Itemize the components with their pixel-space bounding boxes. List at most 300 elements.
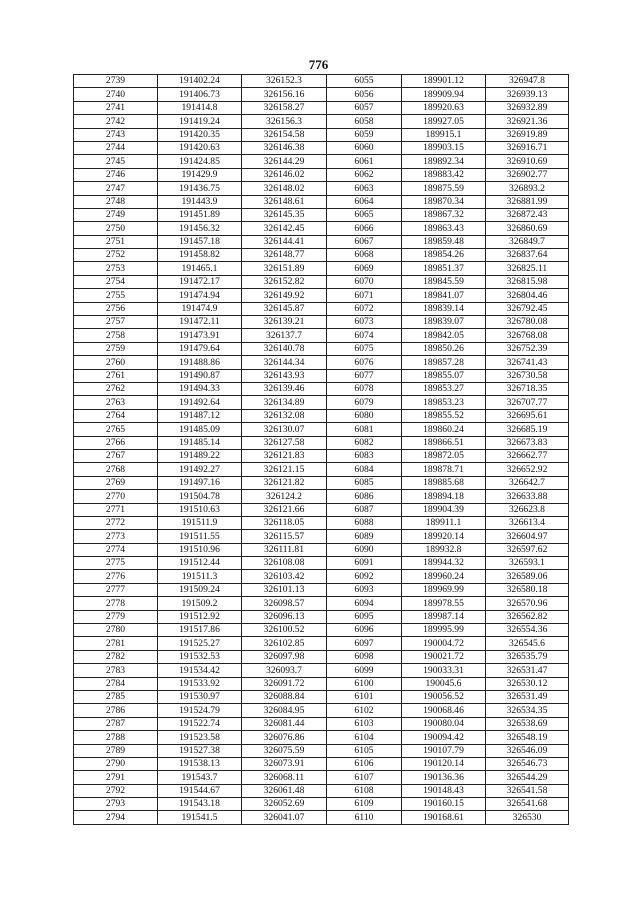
y-coord-left-cell: 326156.3 (242, 115, 327, 128)
x-coord-left-cell: 191511.55 (158, 530, 242, 543)
x-coord-left-cell: 191533.92 (158, 677, 242, 690)
y-coord-right-cell: 326593.1 (486, 557, 569, 570)
y-coord-left-cell: 326118.05 (242, 516, 327, 529)
x-coord-right-cell: 189978.55 (402, 597, 486, 610)
x-coord-right-cell: 189875.59 (402, 182, 486, 195)
point-id-left-cell: 2770 (74, 490, 158, 503)
table-row (74, 516, 569, 529)
point-id-left-cell: 2777 (74, 583, 158, 596)
y-coord-right-cell: 326768.08 (486, 329, 569, 342)
point-id-left-cell: 2762 (74, 382, 158, 395)
point-id-left-cell: 2761 (74, 369, 158, 382)
x-coord-right-cell: 189867.32 (402, 208, 486, 221)
y-coord-right-cell: 326538.69 (486, 717, 569, 730)
point-id-left-cell: 2739 (74, 75, 158, 88)
y-coord-left-cell: 326102.85 (242, 637, 327, 650)
x-coord-left-cell: 191465.1 (158, 262, 242, 275)
point-id-right-cell: 6064 (327, 195, 402, 208)
y-coord-right-cell: 326545.6 (486, 637, 569, 650)
y-coord-right-cell: 326530 (486, 811, 569, 824)
y-coord-right-cell: 326780.08 (486, 316, 569, 329)
y-coord-left-cell: 326144.29 (242, 155, 327, 168)
point-id-right-cell: 6089 (327, 530, 402, 543)
point-id-left-cell: 2757 (74, 316, 158, 329)
y-coord-left-cell: 326143.93 (242, 369, 327, 382)
point-id-right-cell: 6076 (327, 356, 402, 369)
x-coord-right-cell: 189842.05 (402, 329, 486, 342)
x-coord-right-cell: 189850.26 (402, 342, 486, 355)
y-coord-left-cell: 326145.87 (242, 302, 327, 315)
x-coord-right-cell: 189960.24 (402, 570, 486, 583)
x-coord-right-cell: 190120.14 (402, 757, 486, 770)
point-id-right-cell: 6108 (327, 784, 402, 797)
coordinate-table-body (74, 75, 569, 825)
x-coord-left-cell: 191532.53 (158, 650, 242, 663)
x-coord-left-cell: 191494.33 (158, 382, 242, 395)
x-coord-right-cell: 189894.18 (402, 490, 486, 503)
y-coord-left-cell: 326093.7 (242, 664, 327, 677)
x-coord-right-cell: 189870.34 (402, 195, 486, 208)
x-coord-left-cell: 191479.64 (158, 342, 242, 355)
y-coord-left-cell: 326108.08 (242, 557, 327, 570)
point-id-left-cell: 2783 (74, 664, 158, 677)
point-id-right-cell: 6084 (327, 463, 402, 476)
point-id-left-cell: 2775 (74, 557, 158, 570)
y-coord-left-cell: 326140.78 (242, 342, 327, 355)
point-id-left-cell: 2759 (74, 342, 158, 355)
x-coord-left-cell: 191509.2 (158, 597, 242, 610)
y-coord-right-cell: 326947.8 (486, 75, 569, 88)
x-coord-left-cell: 191534.42 (158, 664, 242, 677)
y-coord-right-cell: 326921.36 (486, 115, 569, 128)
y-coord-right-cell: 326685.19 (486, 423, 569, 436)
x-coord-right-cell: 189855.52 (402, 409, 486, 422)
y-coord-left-cell: 326097.98 (242, 650, 327, 663)
x-coord-left-cell: 191451.89 (158, 208, 242, 221)
y-coord-left-cell: 326130.07 (242, 423, 327, 436)
x-coord-right-cell: 190080.04 (402, 717, 486, 730)
x-coord-right-cell: 190107.79 (402, 744, 486, 757)
x-coord-right-cell: 189995.99 (402, 624, 486, 637)
table-row (74, 275, 569, 288)
table-row (74, 115, 569, 128)
x-coord-right-cell: 189911.1 (402, 516, 486, 529)
point-id-left-cell: 2755 (74, 289, 158, 302)
point-id-right-cell: 6067 (327, 235, 402, 248)
point-id-left-cell: 2779 (74, 610, 158, 623)
x-coord-left-cell: 191512.44 (158, 557, 242, 570)
point-id-right-cell: 6077 (327, 369, 402, 382)
x-coord-left-cell: 191472.17 (158, 275, 242, 288)
table-row (74, 476, 569, 489)
y-coord-right-cell: 326932.89 (486, 101, 569, 114)
x-coord-right-cell: 189987.14 (402, 610, 486, 623)
y-coord-right-cell: 326695.61 (486, 409, 569, 422)
table-row (74, 222, 569, 235)
x-coord-right-cell: 190033.31 (402, 664, 486, 677)
point-id-left-cell: 2765 (74, 423, 158, 436)
y-coord-left-cell: 326158.27 (242, 101, 327, 114)
y-coord-right-cell: 326597.62 (486, 543, 569, 556)
point-id-right-cell: 6078 (327, 382, 402, 395)
table-row (74, 289, 569, 302)
y-coord-right-cell: 326881.99 (486, 195, 569, 208)
x-coord-right-cell: 189909.94 (402, 88, 486, 101)
y-coord-left-cell: 326068.11 (242, 771, 327, 784)
y-coord-right-cell: 326613.4 (486, 516, 569, 529)
y-coord-right-cell: 326530.12 (486, 677, 569, 690)
table-row (74, 75, 569, 88)
point-id-left-cell: 2772 (74, 516, 158, 529)
y-coord-right-cell: 326718.35 (486, 382, 569, 395)
table-row (74, 811, 569, 824)
y-coord-right-cell: 326707.77 (486, 396, 569, 409)
table-row (74, 409, 569, 422)
point-id-right-cell: 6070 (327, 275, 402, 288)
y-coord-left-cell: 326098.57 (242, 597, 327, 610)
x-coord-left-cell: 191543.18 (158, 798, 242, 811)
y-coord-right-cell: 326939.13 (486, 88, 569, 101)
table-row (74, 490, 569, 503)
y-coord-right-cell: 326902.77 (486, 168, 569, 181)
point-id-left-cell: 2747 (74, 182, 158, 195)
x-coord-left-cell: 191510.63 (158, 503, 242, 516)
point-id-left-cell: 2743 (74, 128, 158, 141)
x-coord-left-cell: 191544.67 (158, 784, 242, 797)
y-coord-left-cell: 326146.38 (242, 141, 327, 154)
y-coord-left-cell: 326144.34 (242, 356, 327, 369)
y-coord-right-cell: 326662.77 (486, 449, 569, 462)
y-coord-right-cell: 326544.29 (486, 771, 569, 784)
y-coord-right-cell: 326849.7 (486, 235, 569, 248)
x-coord-left-cell: 191511.9 (158, 516, 242, 529)
x-coord-left-cell: 191489.22 (158, 449, 242, 462)
y-coord-left-cell: 326142.45 (242, 222, 327, 235)
table-row (74, 329, 569, 342)
point-id-left-cell: 2752 (74, 249, 158, 262)
y-coord-left-cell: 326100.52 (242, 624, 327, 637)
x-coord-right-cell: 190136.36 (402, 771, 486, 784)
point-id-right-cell: 6086 (327, 490, 402, 503)
point-id-left-cell: 2786 (74, 704, 158, 717)
y-coord-left-cell: 326146.02 (242, 168, 327, 181)
x-coord-right-cell: 189944.32 (402, 557, 486, 570)
y-coord-left-cell: 326148.61 (242, 195, 327, 208)
point-id-left-cell: 2766 (74, 436, 158, 449)
x-coord-left-cell: 191420.63 (158, 141, 242, 154)
table-row (74, 744, 569, 757)
y-coord-right-cell: 326580.18 (486, 583, 569, 596)
x-coord-left-cell: 191490.87 (158, 369, 242, 382)
y-coord-left-cell: 326052.69 (242, 798, 327, 811)
point-id-right-cell: 6082 (327, 436, 402, 449)
x-coord-left-cell: 191429.9 (158, 168, 242, 181)
y-coord-left-cell: 326041.07 (242, 811, 327, 824)
y-coord-right-cell: 326860.69 (486, 222, 569, 235)
table-row (74, 342, 569, 355)
y-coord-left-cell: 326139.21 (242, 316, 327, 329)
x-coord-right-cell: 189841.07 (402, 289, 486, 302)
y-coord-left-cell: 326148.02 (242, 182, 327, 195)
y-coord-right-cell: 326546.73 (486, 757, 569, 770)
y-coord-left-cell: 326061.48 (242, 784, 327, 797)
y-coord-right-cell: 326570.96 (486, 597, 569, 610)
point-id-left-cell: 2750 (74, 222, 158, 235)
point-id-left-cell: 2763 (74, 396, 158, 409)
point-id-left-cell: 2792 (74, 784, 158, 797)
y-coord-right-cell: 326589.06 (486, 570, 569, 583)
table-row (74, 597, 569, 610)
table-row (74, 583, 569, 596)
x-coord-right-cell: 189920.63 (402, 101, 486, 114)
point-id-left-cell: 2754 (74, 275, 158, 288)
x-coord-right-cell: 189901.12 (402, 75, 486, 88)
point-id-right-cell: 6091 (327, 557, 402, 570)
table-row (74, 690, 569, 703)
x-coord-right-cell: 189859.48 (402, 235, 486, 248)
point-id-right-cell: 6071 (327, 289, 402, 302)
point-id-left-cell: 2768 (74, 463, 158, 476)
table-row (74, 302, 569, 315)
table-row (74, 369, 569, 382)
y-coord-left-cell: 326096.13 (242, 610, 327, 623)
y-coord-right-cell: 326562.82 (486, 610, 569, 623)
point-id-right-cell: 6066 (327, 222, 402, 235)
table-row (74, 624, 569, 637)
point-id-right-cell: 6057 (327, 101, 402, 114)
point-id-left-cell: 2781 (74, 637, 158, 650)
point-id-right-cell: 6105 (327, 744, 402, 757)
y-coord-left-cell: 326115.57 (242, 530, 327, 543)
table-row (74, 717, 569, 730)
x-coord-right-cell: 189860.24 (402, 423, 486, 436)
y-coord-right-cell: 326893.2 (486, 182, 569, 195)
x-coord-right-cell: 189920.14 (402, 530, 486, 543)
x-coord-left-cell: 191504.78 (158, 490, 242, 503)
x-coord-left-cell: 191541.5 (158, 811, 242, 824)
y-coord-left-cell: 326152.3 (242, 75, 327, 88)
x-coord-left-cell: 191492.27 (158, 463, 242, 476)
y-coord-right-cell: 326815.98 (486, 275, 569, 288)
x-coord-right-cell: 189845.59 (402, 275, 486, 288)
point-id-left-cell: 2790 (74, 757, 158, 770)
point-id-right-cell: 6096 (327, 624, 402, 637)
x-coord-left-cell: 191512.92 (158, 610, 242, 623)
y-coord-left-cell: 326084.95 (242, 704, 327, 717)
y-coord-right-cell: 326872.43 (486, 208, 569, 221)
x-coord-right-cell: 189866.51 (402, 436, 486, 449)
y-coord-left-cell: 326091.72 (242, 677, 327, 690)
x-coord-left-cell: 191523.58 (158, 731, 242, 744)
table-row (74, 757, 569, 770)
point-id-left-cell: 2767 (74, 449, 158, 462)
y-coord-left-cell: 326081.44 (242, 717, 327, 730)
x-coord-left-cell: 191458.82 (158, 249, 242, 262)
y-coord-right-cell: 326741.43 (486, 356, 569, 369)
y-coord-left-cell: 326139.46 (242, 382, 327, 395)
y-coord-left-cell: 326127.58 (242, 436, 327, 449)
point-id-left-cell: 2776 (74, 570, 158, 583)
x-coord-left-cell: 191511.3 (158, 570, 242, 583)
y-coord-left-cell: 326137.7 (242, 329, 327, 342)
table-row (74, 771, 569, 784)
y-coord-right-cell: 326531.47 (486, 664, 569, 677)
point-id-right-cell: 6059 (327, 128, 402, 141)
table-row (74, 208, 569, 221)
x-coord-left-cell: 191473.91 (158, 329, 242, 342)
point-id-left-cell: 2784 (74, 677, 158, 690)
y-coord-right-cell: 326554.36 (486, 624, 569, 637)
x-coord-right-cell: 189857.28 (402, 356, 486, 369)
table-row (74, 543, 569, 556)
x-coord-right-cell: 190021.72 (402, 650, 486, 663)
point-id-left-cell: 2753 (74, 262, 158, 275)
point-id-right-cell: 6075 (327, 342, 402, 355)
x-coord-left-cell: 191414.8 (158, 101, 242, 114)
x-coord-right-cell: 189878.71 (402, 463, 486, 476)
point-id-right-cell: 6074 (327, 329, 402, 342)
point-id-right-cell: 6088 (327, 516, 402, 529)
coordinate-table (73, 74, 569, 825)
point-id-right-cell: 6081 (327, 423, 402, 436)
table-row (74, 731, 569, 744)
point-id-right-cell: 6085 (327, 476, 402, 489)
point-id-left-cell: 2793 (74, 798, 158, 811)
point-id-left-cell: 2756 (74, 302, 158, 315)
point-id-right-cell: 6094 (327, 597, 402, 610)
point-id-right-cell: 6060 (327, 141, 402, 154)
point-id-right-cell: 6093 (327, 583, 402, 596)
x-coord-left-cell: 191522.74 (158, 717, 242, 730)
point-id-right-cell: 6092 (327, 570, 402, 583)
point-id-left-cell: 2764 (74, 409, 158, 422)
point-id-right-cell: 6069 (327, 262, 402, 275)
y-coord-right-cell: 326548.19 (486, 731, 569, 744)
table-row (74, 262, 569, 275)
y-coord-right-cell: 326730.58 (486, 369, 569, 382)
x-coord-left-cell: 191456.32 (158, 222, 242, 235)
y-coord-left-cell: 326134.89 (242, 396, 327, 409)
point-id-left-cell: 2745 (74, 155, 158, 168)
table-row (74, 664, 569, 677)
y-coord-left-cell: 326148.77 (242, 249, 327, 262)
point-id-left-cell: 2778 (74, 597, 158, 610)
y-coord-right-cell: 326825.11 (486, 262, 569, 275)
y-coord-right-cell: 326673.83 (486, 436, 569, 449)
x-coord-right-cell: 189892.34 (402, 155, 486, 168)
table-row (74, 798, 569, 811)
y-coord-left-cell: 326132.08 (242, 409, 327, 422)
x-coord-right-cell: 189855.07 (402, 369, 486, 382)
x-coord-right-cell: 189839.07 (402, 316, 486, 329)
point-id-left-cell: 2771 (74, 503, 158, 516)
table-row (74, 503, 569, 516)
x-coord-left-cell: 191538.13 (158, 757, 242, 770)
x-coord-right-cell: 189853.23 (402, 396, 486, 409)
y-coord-left-cell: 326121.66 (242, 503, 327, 516)
point-id-right-cell: 6055 (327, 75, 402, 88)
x-coord-left-cell: 191485.09 (158, 423, 242, 436)
x-coord-right-cell: 189872.05 (402, 449, 486, 462)
x-coord-left-cell: 191525.27 (158, 637, 242, 650)
x-coord-right-cell: 189839.14 (402, 302, 486, 315)
point-id-left-cell: 2744 (74, 141, 158, 154)
point-id-left-cell: 2788 (74, 731, 158, 744)
x-coord-right-cell: 189863.43 (402, 222, 486, 235)
point-id-right-cell: 6056 (327, 88, 402, 101)
y-coord-left-cell: 326144.41 (242, 235, 327, 248)
y-coord-right-cell: 326652.92 (486, 463, 569, 476)
y-coord-right-cell: 326752.39 (486, 342, 569, 355)
y-coord-left-cell: 326121.83 (242, 449, 327, 462)
point-id-left-cell: 2789 (74, 744, 158, 757)
table-row (74, 677, 569, 690)
x-coord-left-cell: 191424.85 (158, 155, 242, 168)
x-coord-left-cell: 191524.79 (158, 704, 242, 717)
x-coord-right-cell: 189883.42 (402, 168, 486, 181)
x-coord-right-cell: 189932.8 (402, 543, 486, 556)
point-id-left-cell: 2773 (74, 530, 158, 543)
x-coord-left-cell: 191436.75 (158, 182, 242, 195)
y-coord-right-cell: 326837.64 (486, 249, 569, 262)
y-coord-left-cell: 326154.58 (242, 128, 327, 141)
point-id-left-cell: 2740 (74, 88, 158, 101)
y-coord-left-cell: 326124.2 (242, 490, 327, 503)
table-row (74, 650, 569, 663)
table-row (74, 449, 569, 462)
point-id-right-cell: 6110 (327, 811, 402, 824)
x-coord-left-cell: 191474.94 (158, 289, 242, 302)
point-id-left-cell: 2794 (74, 811, 158, 824)
point-id-left-cell: 2782 (74, 650, 158, 663)
y-coord-left-cell: 326121.82 (242, 476, 327, 489)
table-row (74, 557, 569, 570)
point-id-right-cell: 6068 (327, 249, 402, 262)
table-row (74, 436, 569, 449)
x-coord-right-cell: 189853.27 (402, 382, 486, 395)
table-row (74, 637, 569, 650)
point-id-right-cell: 6098 (327, 650, 402, 663)
x-coord-left-cell: 191419.24 (158, 115, 242, 128)
x-coord-left-cell: 191487.12 (158, 409, 242, 422)
y-coord-left-cell: 326103.42 (242, 570, 327, 583)
table-row (74, 88, 569, 101)
y-coord-left-cell: 326111.81 (242, 543, 327, 556)
point-id-right-cell: 6073 (327, 316, 402, 329)
table-row (74, 141, 569, 154)
y-coord-left-cell: 326073.91 (242, 757, 327, 770)
y-coord-right-cell: 326642.7 (486, 476, 569, 489)
y-coord-right-cell: 326604.97 (486, 530, 569, 543)
y-coord-left-cell: 326151.89 (242, 262, 327, 275)
x-coord-right-cell: 189969.99 (402, 583, 486, 596)
x-coord-right-cell: 189927.05 (402, 115, 486, 128)
point-id-right-cell: 6080 (327, 409, 402, 422)
x-coord-left-cell: 191492.64 (158, 396, 242, 409)
point-id-left-cell: 2748 (74, 195, 158, 208)
x-coord-left-cell: 191472.11 (158, 316, 242, 329)
point-id-right-cell: 6063 (327, 182, 402, 195)
point-id-right-cell: 6062 (327, 168, 402, 181)
table-row (74, 249, 569, 262)
x-coord-right-cell: 190004.72 (402, 637, 486, 650)
point-id-left-cell: 2774 (74, 543, 158, 556)
y-coord-right-cell: 326623.8 (486, 503, 569, 516)
x-coord-left-cell: 191517.86 (158, 624, 242, 637)
point-id-left-cell: 2746 (74, 168, 158, 181)
point-id-right-cell: 6101 (327, 690, 402, 703)
x-coord-left-cell: 191527.38 (158, 744, 242, 757)
